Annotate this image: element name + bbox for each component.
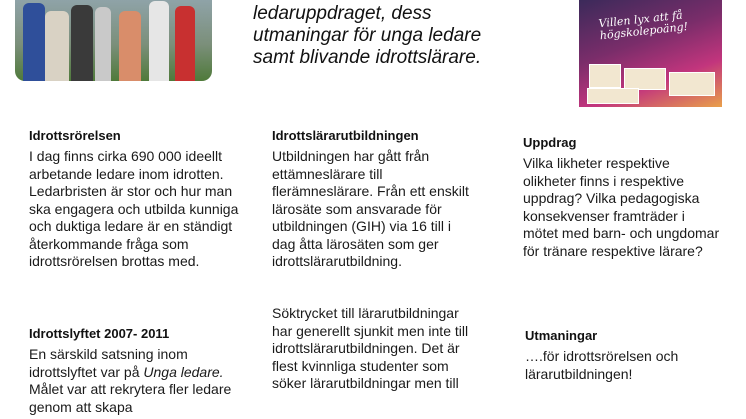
text-idrottslyftet-pre: En särskild satsning inom idrottslyftet var på <box>29 346 188 380</box>
column-idrottsrorelsen <box>29 128 254 415</box>
heading-idrottslararutbildningen: Idrottslärarutbildningen <box>272 128 419 143</box>
heading-uppdrag: Uppdrag <box>523 135 577 150</box>
intro-line-2: utmaningar för unga ledare <box>253 25 482 46</box>
heading-idrottslyftet: Idrottslyftet 2007- 2011 <box>29 326 170 341</box>
text-idrottslyftet <box>29 346 254 416</box>
heading-idrottsrorelsen: Idrottsrörelsen <box>29 128 121 143</box>
magazine-photo-tile <box>624 68 666 90</box>
text-uppdrag: Vilka likheter respektive olikheter finns i respektive uppdrag? Vilka pedagogiska konsekvenser framträder i mötet med barn- och ungdomar för tränare respektive lärare? <box>523 155 720 259</box>
intro-text <box>253 3 543 69</box>
magazine-title: Villen lyx att få högskolepoäng! <box>597 8 689 43</box>
magazine-photo-tile <box>669 72 715 96</box>
magazine-photo-tile <box>589 64 621 88</box>
player-figure <box>175 6 195 81</box>
intro-line-partial: ledaruppdraget, dess <box>253 3 432 24</box>
player-figure <box>149 1 169 81</box>
player-figure <box>71 5 93 81</box>
player-figure <box>119 11 141 81</box>
heading-utmaningar: Utmaningar <box>525 328 598 343</box>
text-utmaningar: ….för idrottsrörelsen och lärarutbildningen! <box>525 348 679 382</box>
player-figure <box>23 3 45 81</box>
column-idrottslararutbildningen <box>272 128 472 391</box>
column-uppdrag <box>523 135 723 382</box>
text-idrottslyftet-post: Målet var att rekrytera fler ledare genom att skapa <box>29 381 232 415</box>
player-figure <box>95 7 111 81</box>
intro-line-3: samt blivande idrottslärare. <box>253 47 482 68</box>
magazine-photo-tile <box>587 88 639 104</box>
magazine-cover-image <box>579 0 722 107</box>
text-idrottsrorelsen: I dag finns cirka 690 000 ideellt arbetande ledare inom idrotten. Ledarbristen är stor och hur man ska engagera och utbilda kunniga och duktiga ledare är en ständigt återkommande fråga som idrottsrörelsen brottas med. <box>29 148 239 269</box>
sports-team-photo <box>15 0 212 81</box>
player-figure <box>45 11 69 81</box>
text-idrottslararutbildningen: Utbildningen har gått från ettämneslärare till flerämneslärare. Från ett enskilt lärosäte som ansvarade för utbildningen (GIH) via 16 till i dag åtta lärosäten som ger idrottslärarutbildning. <box>272 148 469 269</box>
text-unga-ledare: Unga ledare. <box>143 363 224 380</box>
text-soktrycket: Söktrycket till lärarutbildningar har generellt sjunkit men inte till idrottslärarutbildningen. Det är flest kvinnliga studenter som söker lärarutbildningar men till <box>272 305 469 391</box>
